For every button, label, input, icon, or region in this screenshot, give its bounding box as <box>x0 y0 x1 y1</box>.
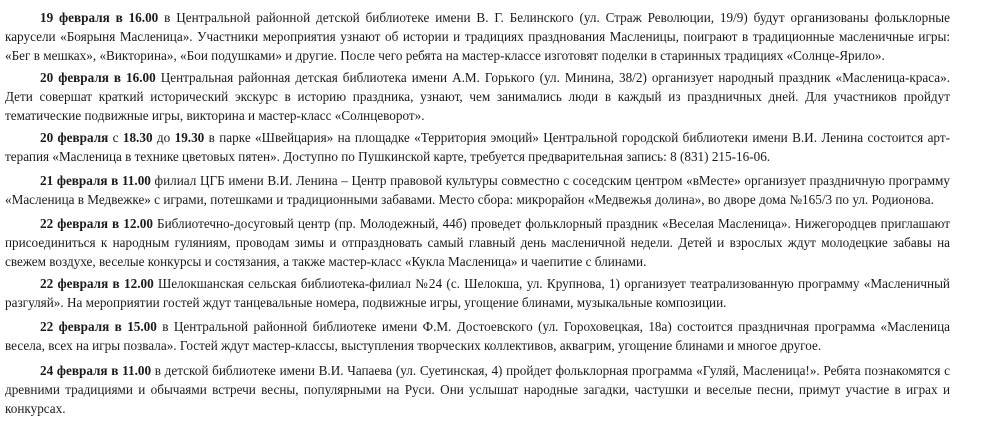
event-description: Шелокшанская сельская библиотека-филиал №24 (с. Шелокша, ул. Крупнова, 1) организует театрализованную программу «Масленичный разгуляй». На мероприятии гостей ждут танцевальные номера, подвижные игры, угощение блинами, музыкальные композиции. <box>5 276 950 310</box>
event-paragraph-8 <box>5 361 950 418</box>
event-date: 19 февраля <box>40 10 110 25</box>
event-connector: в <box>107 173 122 188</box>
event-date: 21 февраля <box>40 173 108 188</box>
event-time: 15.00 <box>127 319 157 334</box>
event-description: Центральная районная детская библиотека имени А.М. Горького (ул. Минина, 38/2) организует народный праздник «Масленица-краса». Дети совершат краткий исторический экскурс в историю праздника, узнают, чем занимались люди в каждый из праздничных дней. Для участников пройдут тематические подвижные игры, викторина и мастер-класс «Солнцеворот». <box>5 70 950 123</box>
event-description: в парке «Швейцария» на площадке «Территория эмоций» Центральной городской библиотеки имени В.И. Ленина состоится арт-терапия «Масленица в технике цветовых пятен». Доступно по Пушкинской карте, требуется предварительная запись: 8 (831) 215-16-06. <box>5 130 950 164</box>
event-description: Библиотечно-досуговый центр (пр. Молодежный, 44б) проведет фольклорный праздник «Веселая Масленица». Нижегородцев приглашают присоединиться к народным гуляниям, проводам зимы и отпраздновать самый главный день масленичной недели. Детей и взрослых ждут молодецкие забавы на свежем воздухе, веселые конкурсы и состязания, а также мастер-класс «Кукла Масленица» и чаепитие с блинами. <box>5 216 950 269</box>
event-connector: в <box>107 363 123 378</box>
event-connector: в <box>109 319 128 334</box>
event-time: 16.00 <box>126 70 156 85</box>
event-date: 20 февраля <box>40 70 109 85</box>
event-date: 22 февраля <box>40 319 110 334</box>
event-connector-2: до <box>152 130 175 145</box>
event-paragraph-2 <box>5 68 950 125</box>
event-paragraph-6 <box>5 274 950 312</box>
event-date: 20 февраля <box>40 130 109 145</box>
event-time-start: 18.30 <box>122 130 153 145</box>
event-time: 11.00 <box>122 363 152 378</box>
event-time: 12.00 <box>124 276 154 291</box>
event-connector: с <box>108 130 123 145</box>
event-paragraph-5 <box>5 214 950 271</box>
event-description: в детской библиотеке имени В.И. Чапаева (ул. Суетинская, 4) пройдет фольклорная программа «Гуляй, Масленица!». Ребята познакомятся с древними традициями и обычаями встречи весны, популярными на Руси. Они услышат народные загадки, частушки и веселые песни, примут участие в играх и конкурсах. <box>5 363 951 416</box>
event-connector: в <box>108 70 127 85</box>
event-description: в Центральной районной библиотеке имени Ф.М. Достоевского (ул. Гороховецкая, 18а) состоится праздничная программа «Масленица весела, всех на игры позвала». Гостей ждут мастер-классы, выступления творческих коллективов, аквагрим, угощение блинами и многое другое. <box>5 319 950 353</box>
event-date: 22 февраля <box>40 276 109 291</box>
event-connector: в <box>107 216 124 231</box>
event-time: 12.00 <box>123 216 153 231</box>
event-paragraph-3 <box>5 128 950 166</box>
event-connector: в <box>108 276 124 291</box>
event-paragraph-7 <box>5 317 950 355</box>
event-paragraph-4 <box>5 171 950 209</box>
event-description: филиал ЦГБ имени В.И. Ленина – Центр правовой культуры совместно с соседским центром «вМесте» организует праздничную программу «Масленица в Медвежке» с играми, потешками и традиционными забавами. Место сбора: микрорайон «Медвежья долина», во дворе дома №165/3 по ул. Родионова. <box>5 173 951 207</box>
event-time: 11.00 <box>121 173 151 188</box>
event-time-end: 19.30 <box>174 130 205 145</box>
event-date: 22 февраля <box>40 216 108 231</box>
event-time: 16.00 <box>128 10 159 25</box>
event-date: 24 февраля <box>40 363 108 378</box>
event-connector: в <box>109 10 129 25</box>
event-description: в Центральной районной детской библиотеке имени В. Г. Белинского (ул. Страж Революции, 19/9) будут организованы фольклорные карусели «Боярыня Масленица». Участники мероприятия узнают об истории и традициях празднования Масленицы, поиграют в традиционные масленичные игры: «Бег в мешках», «Викторина», «Бои подушками» и другие. После чего ребята на мастер-классе изготовят поделки в старинных традициях «Солнце-Ярило». <box>5 10 950 63</box>
event-paragraph-1 <box>5 8 950 65</box>
